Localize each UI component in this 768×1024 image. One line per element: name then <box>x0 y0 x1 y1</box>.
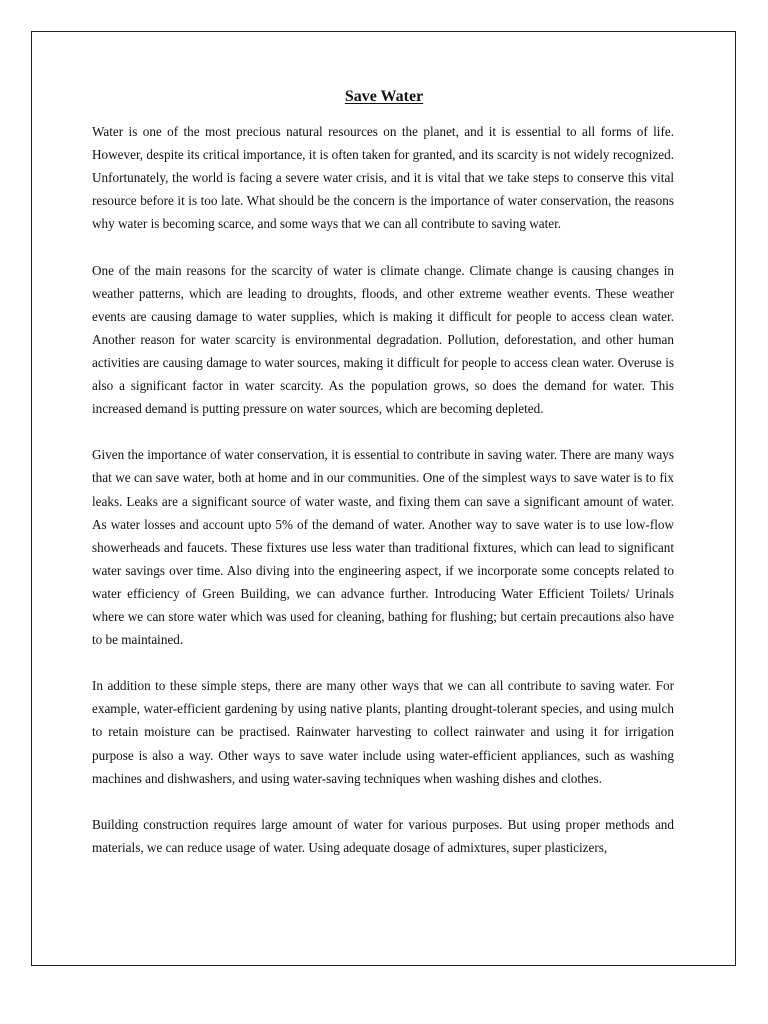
paragraph-construction: Building construction requires large amount of water for various purposes. But using proper methods and materials, we can reduce usage of water. Using adequate dosage of admixtures, super plasticizers, <box>92 816 674 855</box>
paragraph-intro: Water is one of the most precious natural resources on the planet, and it is essential to all forms of life. However, despite its critical importance, it is often taken for granted, and its scarcity is not widely recognized. Unfortunately, the world is facing a severe water crisis, and it is vital that we take steps to conserve this vital resource before it is too late. What should be the concern is the importance of water conservation, the reasons why water is becoming scarce, and some ways that we can all contribute to saving water. <box>92 124 674 232</box>
paragraph-additional: In addition to these simple steps, there are many other ways that we can all contribute to saving water. For example, water-efficient gardening by using native plants, planting drought-tolerant species, and using mulch to retain moisture can be practised. Rainwater harvesting to collect rainwater and using it for irrigation purpose is also a way. Other ways to save water include using water-efficient appliances, such as washing machines and dishwashers, and using water-saving techniques when washing dishes and clothes. <box>92 678 674 786</box>
document-body <box>92 120 674 882</box>
document-title: Save Water <box>344 88 424 105</box>
paragraph-ways: Given the importance of water conservation, it is essential to contribute in saving water. There are many ways that we can save water, both at home and in our communities. One of the simplest ways to save water is to fix leaks. Leaks are a significant source of water waste, and fixing them can save a significant amount of water. As water losses and account upto 5% of the demand of water. Another way to save water is to use low-flow showerheads and faucets. These fixtures use less water than traditional fixtures, which can lead to significant water savings over time. Also diving into the engineering aspect, if we incorporate some concepts related to water efficiency of Green Building, we can advance further. Introducing Water Efficient Toilets/ Urinals where we can store water which was used for cleaning, bathing for flushing; but certain precautions also have to be maintained. <box>92 447 674 648</box>
paragraph-reasons: One of the main reasons for the scarcity of water is climate change. Climate change is causing changes in weather patterns, which are leading to droughts, floods, and other extreme weather events. These weather events are causing damage to water supplies, which is making it difficult for people to access clean water. Another reason for water scarcity is environmental degradation. Pollution, deforestation, and other human activities are causing damage to water sources, making it difficult for people to access clean water. Overuse is also a significant factor in water scarcity. As the population grows, so does the demand for water. This increased demand is putting pressure on water sources, which are becoming depleted. <box>92 262 674 417</box>
